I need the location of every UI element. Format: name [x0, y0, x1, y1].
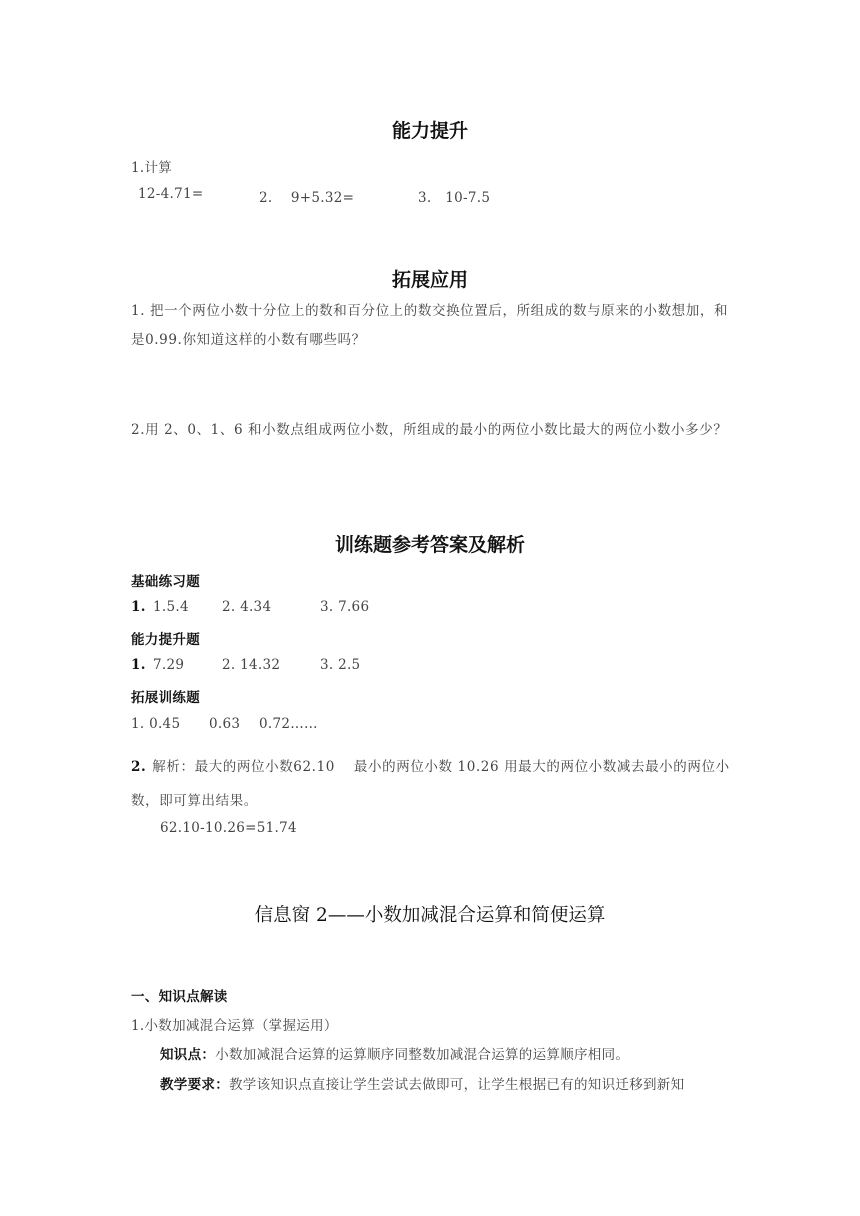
basic-answer-1: 1.5.4 — [153, 599, 189, 615]
extension-answers-label: 拓展训练题 — [131, 690, 200, 706]
basic-answer-3: 3. 7.66 — [320, 599, 370, 615]
ability-answer-1: 7.29 — [153, 657, 185, 673]
basic-answer-2: 2. 4.34 — [222, 599, 272, 615]
section-title-info-window: 信息窗 2——小数加减混合运算和简便运算 — [254, 905, 606, 926]
ability-label: 能力提升题 — [131, 632, 200, 648]
extension-answer-2-text: 解析：最大的两位小数62.10 最小的两位小数 10.26 用最大的两位小数减去最小的两位小数，即可算出结果。 — [131, 759, 730, 809]
extension-answer-2-number: 2. — [131, 759, 147, 775]
question-label: 1.计算 — [131, 160, 173, 176]
section-title-ability: 能力提升 — [391, 120, 468, 142]
section-title-extension: 拓展应用 — [391, 269, 468, 291]
extension-answer-2-calculation: 62.10-10.26=51.74 — [160, 820, 297, 836]
knowledge-item-1: 1.小数加减混合运算（掌握运用） — [131, 1018, 338, 1034]
section-title-answers: 训练题参考答案及解析 — [334, 534, 525, 556]
knowledge-point-label: 知识点： — [160, 1047, 216, 1063]
knowledge-heading: 一、知识点解读 — [131, 989, 228, 1005]
basic-number: 1. — [131, 599, 146, 615]
ability-answer-2: 2. 14.32 — [222, 657, 281, 673]
teaching-requirement — [160, 1073, 684, 1093]
extension-answer-2-explanation — [131, 750, 731, 818]
teaching-requirement-text: 教学该知识点直接让学生尝试去做即可，让学生根据已有的知识迁移到新知 — [229, 1077, 685, 1093]
knowledge-point — [160, 1043, 629, 1063]
teaching-requirement-label: 教学要求： — [160, 1077, 229, 1093]
basic-label: 基础练习题 — [131, 574, 200, 590]
ability-answer-3: 3. 2.5 — [320, 657, 361, 673]
ability-number: 1. — [131, 657, 146, 673]
calc-item-3: 3. 10-7.5 — [418, 190, 491, 206]
extension-answer-1: 1. 0.45 — [131, 716, 181, 732]
extension-answer-3: 0.72…… — [259, 716, 318, 732]
extension-question-1: 1. 把一个两位小数十分位上的数和百分位上的数交换位置后，所组成的数与原来的小数想加，和是0.99.你知道这样的小数有哪些吗？ — [131, 303, 729, 348]
extension-answer-2: 0.63 — [209, 716, 241, 732]
extension-question-2: 2.用 2、0、1、6 和小数点组成两位小数，所组成的最小的两位小数比最大的两位小数小多少？ — [131, 422, 728, 438]
calc-item-2: 2. 9+5.32= — [259, 190, 355, 206]
calc-item-1: 12-4.71= — [138, 186, 204, 202]
knowledge-point-text: 小数加减混合运算的运算顺序同整数加减混合运算的运算顺序相同。 — [215, 1047, 630, 1063]
